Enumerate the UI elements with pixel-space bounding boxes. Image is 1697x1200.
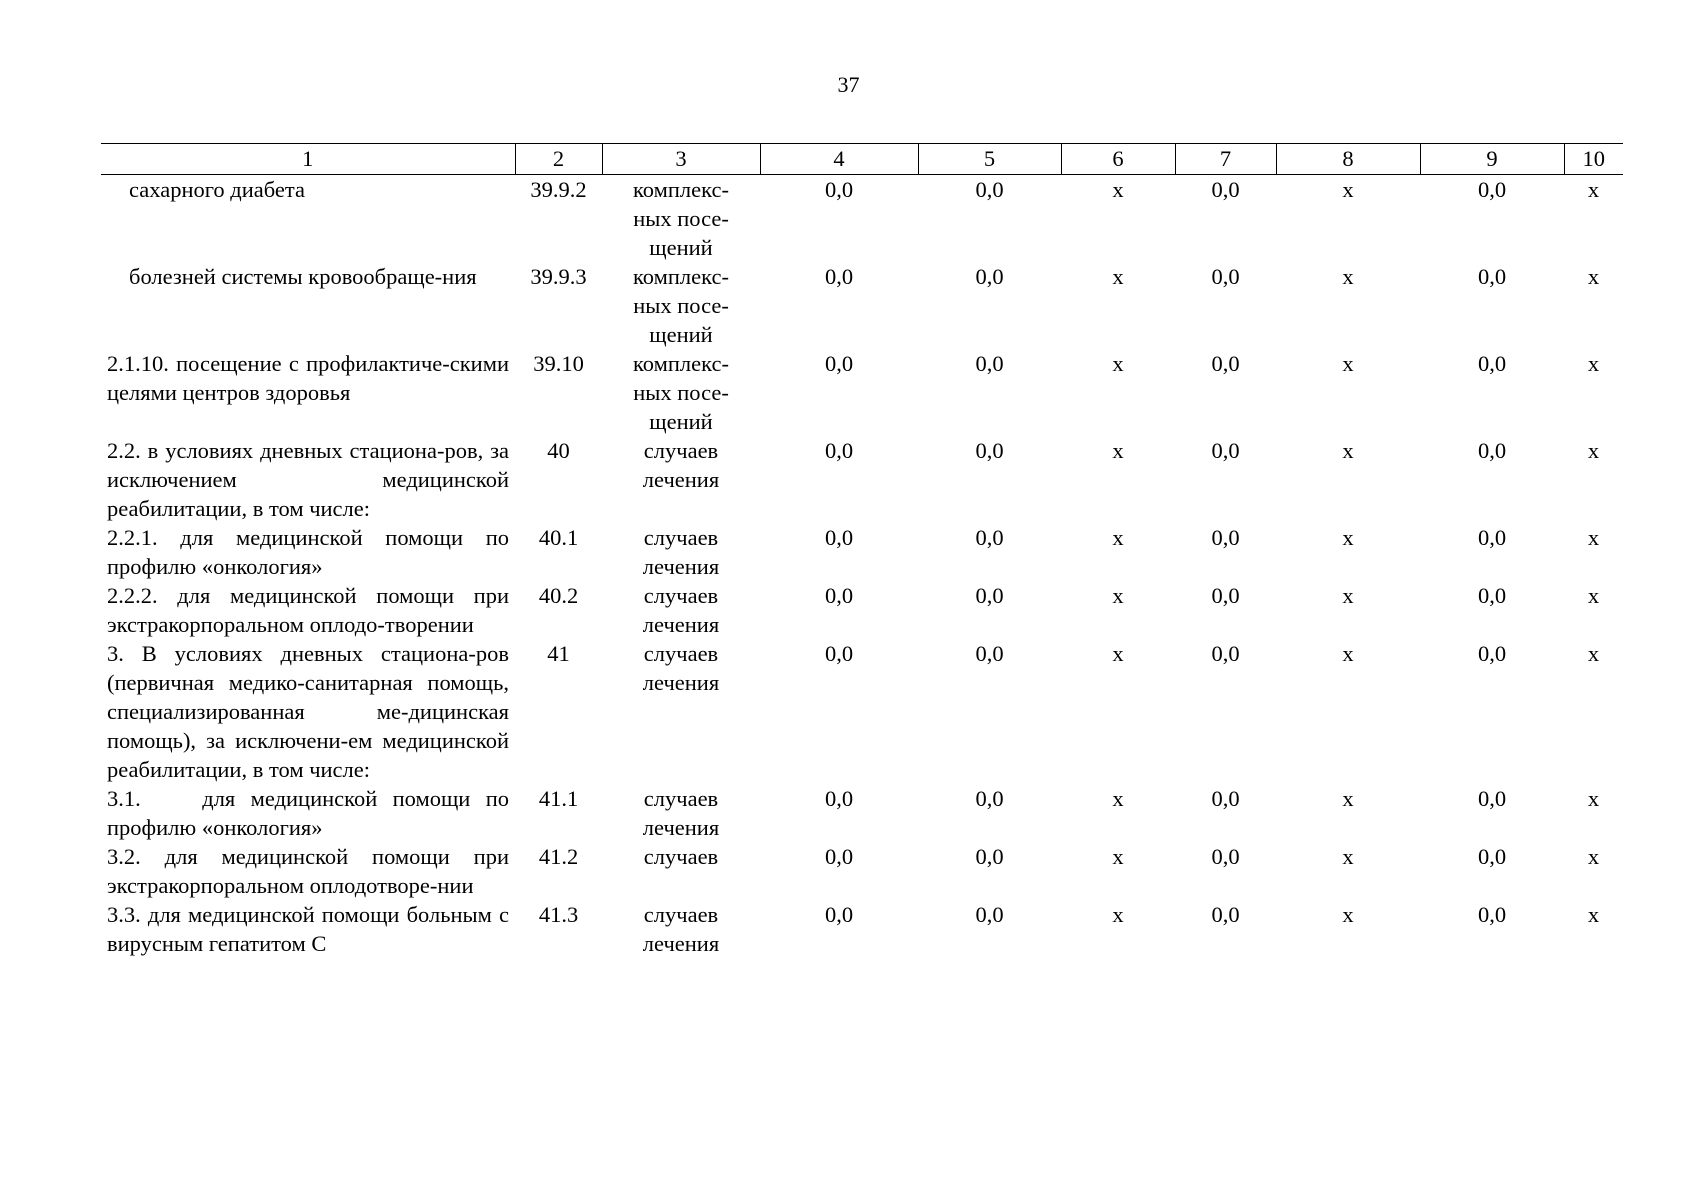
column-header-2: 2 (515, 144, 602, 175)
row-code: 41.2 (538, 844, 579, 869)
row-unit: случаев лечения (642, 438, 720, 492)
row-value-4: 0,0 (824, 844, 854, 869)
row-value-5: 0,0 (975, 264, 1004, 289)
column-header-10: 10 (1564, 144, 1623, 175)
row-code: 41 (547, 641, 570, 666)
row-unit: случаев лечения (642, 786, 720, 840)
row-value-10: х (1587, 177, 1600, 202)
row-name: болезней системы кровообраще-ния (129, 264, 477, 289)
row-value-9: 0,0 (1477, 351, 1507, 376)
table-row (101, 581, 1623, 639)
table-row (101, 349, 1623, 436)
row-unit: комплекс- ных посе- щений (633, 351, 729, 434)
row-value-10: х (1587, 786, 1600, 811)
row-unit: случаев лечения (642, 641, 720, 695)
row-code: 41.1 (538, 786, 579, 811)
table-row (101, 436, 1623, 523)
row-value-5: 0,0 (975, 351, 1004, 376)
table-row (101, 523, 1623, 581)
row-value-6: х (1112, 902, 1124, 927)
table-row (101, 262, 1623, 349)
row-value-7: 0,0 (1211, 351, 1240, 376)
column-header-1: 1 (101, 144, 515, 175)
column-header-6: 6 (1061, 144, 1175, 175)
row-name: 2.2. в условиях дневных стациона-ров, за исключением медицинской реабилитации, в том числе: (107, 438, 509, 521)
row-value-8: х (1342, 264, 1354, 289)
row-name: 2.2.1. для медицинской помощи по профилю «онкология» (107, 525, 509, 579)
row-value-4: 0,0 (824, 902, 854, 927)
row-value-9: 0,0 (1477, 264, 1507, 289)
row-value-10: х (1587, 902, 1600, 927)
row-value-6: х (1112, 438, 1124, 463)
row-value-7: 0,0 (1211, 583, 1240, 608)
row-code: 40.1 (538, 525, 579, 550)
row-value-6: х (1112, 177, 1124, 202)
row-value-8: х (1342, 641, 1354, 666)
row-value-9: 0,0 (1477, 641, 1507, 666)
row-value-4: 0,0 (824, 583, 854, 608)
row-value-4: 0,0 (824, 264, 854, 289)
row-value-10: х (1587, 438, 1600, 463)
table-row (101, 175, 1623, 263)
row-code: 39.9.3 (530, 264, 587, 289)
row-value-6: х (1112, 583, 1124, 608)
row-value-6: х (1112, 351, 1124, 376)
column-header-7: 7 (1175, 144, 1276, 175)
row-value-8: х (1342, 438, 1354, 463)
row-unit: случаев лечения (642, 525, 720, 579)
row-unit: случаев лечения (642, 902, 720, 956)
row-value-4: 0,0 (824, 786, 854, 811)
row-value-8: х (1342, 177, 1354, 202)
row-value-6: х (1112, 525, 1124, 550)
row-value-7: 0,0 (1211, 438, 1240, 463)
row-value-10: х (1587, 641, 1600, 666)
column-header-3: 3 (602, 144, 760, 175)
row-unit: случаев (643, 844, 719, 869)
row-value-5: 0,0 (975, 641, 1004, 666)
row-value-7: 0,0 (1211, 902, 1240, 927)
data-table (101, 143, 1623, 958)
table-row (101, 784, 1623, 842)
row-value-6: х (1112, 786, 1124, 811)
row-value-5: 0,0 (975, 177, 1004, 202)
row-value-9: 0,0 (1477, 583, 1507, 608)
column-header-9: 9 (1420, 144, 1564, 175)
page-number: 37 (837, 72, 860, 97)
row-value-5: 0,0 (975, 786, 1004, 811)
row-value-7: 0,0 (1211, 844, 1240, 869)
table-row (101, 900, 1623, 958)
row-value-7: 0,0 (1211, 641, 1240, 666)
row-code: 39.9.2 (530, 177, 587, 202)
row-code: 40 (547, 438, 570, 463)
row-value-7: 0,0 (1211, 786, 1240, 811)
row-value-8: х (1342, 786, 1354, 811)
row-name: 3. В условиях дневных стациона-ров (первичная медико-санитарная помощь, специализированная ме-дицинская помощь), за исключени-ем медицинской реабилитации, в том числе: (107, 641, 509, 782)
table-row (101, 842, 1623, 900)
row-unit: случаев лечения (642, 583, 720, 637)
row-name: 3.3. для медицинской помощи больным с вирусным гепатитом С (107, 902, 509, 956)
row-unit: комплекс- ных посе- щений (633, 264, 729, 347)
row-value-9: 0,0 (1477, 844, 1507, 869)
row-name: 2.1.10. посещение с профилактиче-скими целями центров здоровья (107, 351, 509, 405)
row-value-6: х (1112, 641, 1124, 666)
row-code: 39.10 (533, 351, 584, 376)
row-value-7: 0,0 (1211, 177, 1240, 202)
row-name: 3.2. для медицинской помощи при экстракорпоральном оплодотворе-нии (107, 844, 509, 898)
row-name: сахарного диабета (129, 177, 305, 202)
row-value-7: 0,0 (1211, 525, 1240, 550)
row-value-8: х (1342, 583, 1354, 608)
row-value-9: 0,0 (1477, 525, 1507, 550)
row-value-6: х (1112, 264, 1124, 289)
row-value-8: х (1342, 351, 1354, 376)
row-value-9: 0,0 (1477, 786, 1507, 811)
row-value-8: х (1342, 844, 1354, 869)
row-name: 2.2.2. для медицинской помощи при экстракорпоральном оплодо-творении (107, 583, 509, 637)
row-value-9: 0,0 (1477, 438, 1507, 463)
row-value-10: х (1587, 844, 1600, 869)
row-value-10: х (1587, 264, 1600, 289)
row-value-5: 0,0 (975, 844, 1004, 869)
row-value-10: х (1587, 583, 1600, 608)
row-value-5: 0,0 (975, 583, 1004, 608)
row-code: 41.3 (538, 902, 579, 927)
row-unit: комплекс- ных посе- щений (633, 177, 729, 260)
row-value-5: 0,0 (975, 902, 1004, 927)
row-name: 3.1. для медицинской помощи по профилю «онкология» (107, 786, 515, 840)
row-value-6: х (1112, 844, 1124, 869)
row-value-10: х (1587, 351, 1600, 376)
row-value-5: 0,0 (975, 438, 1004, 463)
column-header-5: 5 (918, 144, 1061, 175)
header-row (101, 144, 1623, 175)
table-row (101, 639, 1623, 784)
row-value-9: 0,0 (1477, 902, 1507, 927)
row-value-4: 0,0 (824, 177, 854, 202)
row-value-5: 0,0 (975, 525, 1004, 550)
row-value-10: х (1587, 525, 1600, 550)
row-value-4: 0,0 (824, 351, 854, 376)
row-value-7: 0,0 (1211, 264, 1240, 289)
row-code: 40.2 (538, 583, 579, 608)
row-value-4: 0,0 (824, 525, 854, 550)
row-value-8: х (1342, 902, 1354, 927)
row-value-9: 0,0 (1477, 177, 1507, 202)
column-header-4: 4 (760, 144, 918, 175)
column-header-8: 8 (1276, 144, 1420, 175)
row-value-8: х (1342, 525, 1354, 550)
row-value-4: 0,0 (824, 438, 854, 463)
row-value-4: 0,0 (824, 641, 854, 666)
